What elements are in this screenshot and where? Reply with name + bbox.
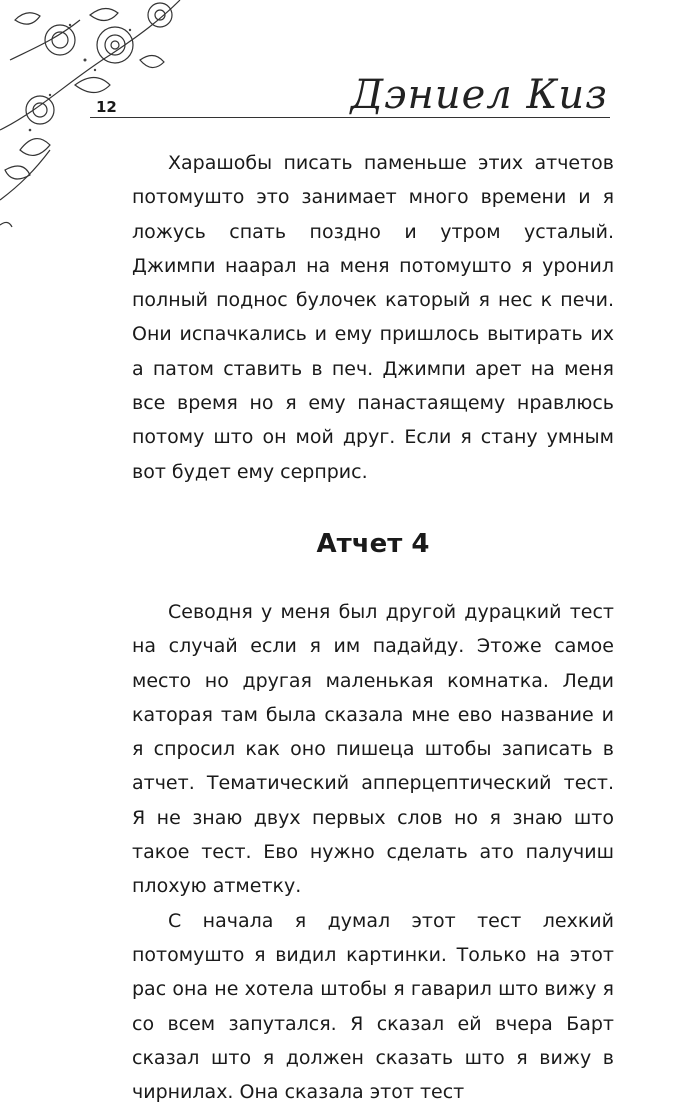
- paragraph: С начала я думал этот тест лехкий потомушто я видил картинки. Только на этот рас она не хотела штобы я гаварил што вижу я со всем запутался. Я сказал ей вчера Барт сказал што я должен сказать што я вижу в чирнилах. Она сказала этот тест: [132, 909, 614, 1104]
- paragraph: Харашобы писать паменьше этих атчетов потомушто это занимает много времени и я ложусь спать поздно и утром усталый. Джимпи наарал на меня потомушто я уронил полный поднос булочек каторый я нес к печи. Они испачкались и ему пришлось вытирать их а патом ставить в печ. Джимпи арет на меня все время но я ему панастаящему нравлюсь потому што он мой друг. Если я стану умным вот будет ему серприс.: [132, 152, 614, 483]
- paragraph: Севодня у меня был другой дурацкий тест на случай если я им падайду. Этоже самое место но другая маленькая комнатка. Леди каторая там была сказала мне ево название и я спросил как оно пишеца штобы записать в атчет. Тематический апперцептический тест. Я не знаю двух первых слов но я знаю што такое тест. Ево нужно сделать ато палучиш плохую атметку.: [132, 600, 614, 898]
- chapter-title: Атчет 4: [316, 528, 430, 559]
- page-number: 12: [96, 98, 117, 116]
- body-text: [132, 146, 614, 1109]
- running-head-author: Дэниел Киз: [350, 72, 608, 118]
